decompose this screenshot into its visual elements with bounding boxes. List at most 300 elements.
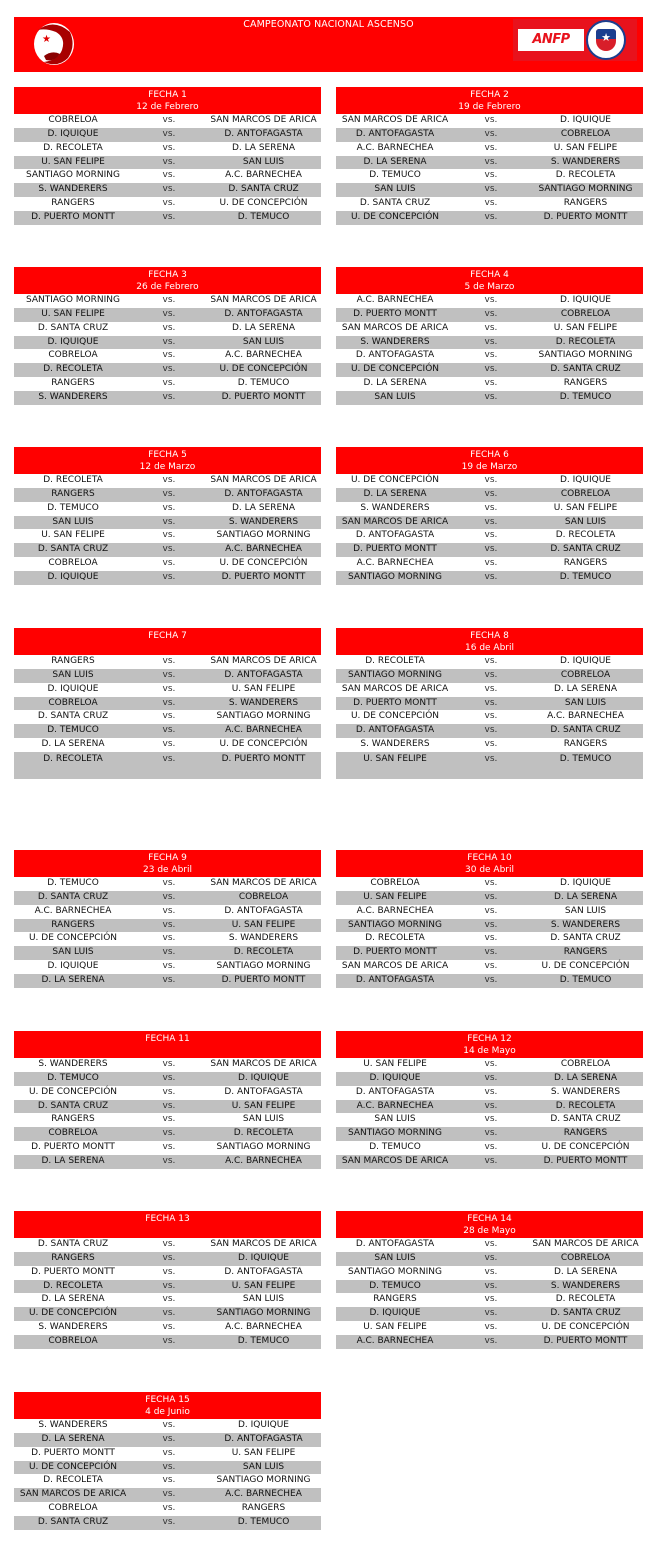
away-team: D. TEMUCO — [559, 571, 612, 582]
away-team: SAN LUIS — [564, 516, 607, 527]
away-team: D. TEMUCO — [237, 1516, 290, 1527]
away-team: U. SAN FELIPE — [553, 502, 618, 513]
away-team: U. DE CONCEPCIÓN — [219, 558, 308, 569]
fecha-table — [14, 87, 321, 225]
vs-label: vs. — [484, 198, 498, 209]
away-team: U. SAN FELIPE — [231, 683, 296, 694]
away-team: COBRELOA — [560, 128, 611, 139]
away-team: U. SAN FELIPE — [231, 919, 296, 930]
away-team: D. LA SERENA — [553, 1266, 618, 1277]
match-row — [336, 1058, 643, 1072]
match-row — [14, 891, 321, 905]
match-row — [14, 1488, 321, 1502]
match-row — [14, 211, 321, 225]
match-row — [14, 322, 321, 336]
vs-label: vs. — [162, 669, 176, 680]
away-team: D. SANTA CRUZ — [550, 1114, 621, 1125]
away-team: SANTIAGO MORNING — [216, 1308, 311, 1319]
match-row — [336, 197, 643, 211]
match-row — [336, 905, 643, 919]
home-team: D. LA SERENA — [363, 378, 427, 389]
fecha-table — [14, 1211, 321, 1349]
vs-label: vs. — [162, 697, 176, 708]
match-row — [336, 1155, 643, 1169]
home-team: D. IQUIQUE — [369, 1308, 421, 1319]
match-row — [14, 738, 321, 752]
fecha-title: FECHA 6 — [470, 450, 509, 460]
match-row — [336, 738, 643, 752]
vs-label: vs. — [162, 905, 176, 916]
match-row — [336, 1252, 643, 1266]
match-row — [14, 1447, 321, 1461]
home-team: S. WANDERERS — [38, 1420, 108, 1430]
page-title: CAMPEONATO NACIONAL ASCENSO — [243, 19, 414, 30]
home-team: COBRELOA — [48, 1503, 98, 1514]
match-list — [14, 294, 321, 405]
vs-label: vs. — [484, 308, 498, 319]
vs-label: vs. — [162, 919, 176, 930]
away-team: U. DE CONCEPCIÓN — [541, 1322, 630, 1333]
home-team: U. DE CONCEPCIÓN — [28, 1308, 118, 1319]
fecha-title: FECHA 12 — [467, 1034, 512, 1044]
vs-label: vs. — [162, 350, 176, 361]
vs-label: vs. — [484, 711, 498, 722]
match-row — [336, 183, 643, 197]
home-team: D. RECOLETA — [43, 142, 103, 153]
header-banner — [14, 17, 643, 72]
fecha-table — [336, 1031, 643, 1169]
fecha-table — [14, 1392, 321, 1530]
away-team: SAN MARCOS DE ARICA — [210, 295, 317, 305]
away-team: D. LA SERENA — [553, 1072, 618, 1083]
vs-label: vs. — [484, 974, 498, 985]
home-team: RANGERS — [373, 1294, 417, 1305]
vs-label: vs. — [162, 1516, 176, 1527]
away-team: COBRELOA — [560, 1059, 611, 1069]
away-team: D. RECOLETA — [555, 336, 616, 347]
home-team: SANTIAGO MORNING — [347, 919, 443, 930]
home-team: D. RECOLETA — [43, 364, 103, 375]
vs-label: vs. — [484, 1308, 498, 1319]
home-team: RANGERS — [51, 378, 95, 389]
vs-label: vs. — [162, 516, 176, 527]
match-row — [14, 1086, 321, 1100]
vs-label: vs. — [162, 115, 176, 125]
home-team: D. ANTOFAGASTA — [355, 128, 435, 139]
home-team: U. SAN FELIPE — [363, 1059, 427, 1069]
match-row — [14, 502, 321, 516]
home-team: COBRELOA — [48, 1335, 98, 1346]
home-team: SANTIAGO MORNING — [347, 1266, 443, 1277]
home-team: SANTIAGO MORNING — [347, 1128, 443, 1139]
home-team: A.C. BARNECHEA — [356, 1100, 434, 1111]
vs-label: vs. — [162, 1114, 176, 1125]
home-team: COBRELOA — [370, 878, 420, 888]
fecha-date: 26 de Febrero — [136, 282, 199, 292]
home-team: U. SAN FELIPE — [363, 891, 427, 902]
fecha-table — [14, 850, 321, 988]
away-team: D. SANTA CRUZ — [550, 544, 621, 555]
vs-label: vs. — [484, 878, 498, 888]
fecha-header — [14, 1211, 321, 1238]
match-row — [14, 557, 321, 571]
home-team: SAN LUIS — [374, 184, 416, 195]
vs-label: vs. — [162, 1100, 176, 1111]
home-team: D. LA SERENA — [41, 739, 105, 750]
home-team: S. WANDERERS — [360, 739, 430, 750]
away-team: D. SANTA CRUZ — [550, 933, 621, 944]
away-team: RANGERS — [563, 739, 608, 750]
match-row — [336, 1113, 643, 1127]
home-team: RANGERS — [51, 919, 95, 930]
home-team: RANGERS — [51, 1252, 95, 1263]
away-team: RANGERS — [563, 558, 608, 569]
vs-label: vs. — [484, 571, 498, 582]
home-team: D. SANTA CRUZ — [359, 198, 431, 209]
fecha-header — [336, 1211, 643, 1238]
home-team: SAN LUIS — [374, 1252, 416, 1263]
vs-label: vs. — [484, 1252, 498, 1263]
fecha-title: FECHA 2 — [470, 90, 509, 100]
fecha-table — [14, 447, 321, 585]
home-team: D. RECOLETA — [365, 656, 425, 666]
match-row — [14, 877, 321, 891]
home-team: D. PUERTO MONTT — [353, 308, 437, 319]
away-team: D. TEMUCO — [237, 378, 290, 389]
vs-label: vs. — [484, 1128, 498, 1139]
match-row — [336, 1100, 643, 1114]
away-team: A.C. BARNECHEA — [225, 1489, 302, 1500]
vs-label: vs. — [484, 891, 498, 902]
match-row — [14, 1461, 321, 1475]
home-team: U. DE CONCEPCIÓN — [350, 364, 440, 375]
vs-label: vs. — [484, 1100, 498, 1111]
away-team: SAN LUIS — [242, 156, 285, 167]
vs-label: vs. — [162, 974, 176, 985]
match-row — [14, 529, 321, 543]
match-row — [336, 1321, 643, 1335]
home-team: D. ANTOFAGASTA — [355, 350, 435, 361]
home-team: SAN MARCOS DE ARICA — [341, 115, 449, 125]
away-team: D. SANTA CRUZ — [550, 1308, 621, 1319]
home-team: D. PUERTO MONTT — [31, 1447, 115, 1458]
away-team: RANGERS — [563, 378, 608, 389]
fecha-title: FECHA 5 — [148, 450, 187, 460]
away-team: D. IQUIQUE — [560, 878, 611, 888]
match-list — [14, 877, 321, 988]
vs-label: vs. — [162, 1072, 176, 1083]
match-row — [336, 697, 643, 711]
home-team: RANGERS — [51, 488, 95, 499]
fecha-date: 5 de Marzo — [464, 282, 515, 292]
home-team: SAN MARCOS DE ARICA — [341, 322, 449, 333]
fecha-date: 4 de Junio — [145, 1407, 190, 1417]
vs-label: vs. — [484, 1294, 498, 1305]
match-row — [336, 724, 643, 738]
match-row — [14, 543, 321, 557]
home-team: D. LA SERENA — [363, 488, 427, 499]
match-row — [14, 1058, 321, 1072]
fecha-title: FECHA 8 — [470, 631, 509, 641]
away-team: U. DE CONCEPCIÓN — [541, 961, 630, 972]
match-row — [14, 752, 321, 779]
away-team: D. RECOLETA — [555, 1294, 616, 1305]
away-team: D. TEMUCO — [237, 1335, 290, 1346]
match-row — [14, 336, 321, 350]
home-team: D. TEMUCO — [369, 1280, 421, 1291]
vs-label: vs. — [162, 1294, 176, 1305]
fecha-header — [14, 1031, 321, 1058]
vs-label: vs. — [484, 142, 498, 153]
vs-label: vs. — [484, 961, 498, 972]
vs-label: vs. — [484, 919, 498, 930]
away-team: D. SANTA CRUZ — [228, 184, 299, 195]
fecha-title: FECHA 1 — [148, 90, 187, 100]
vs-label: vs. — [484, 295, 498, 305]
fecha-table — [336, 447, 643, 585]
fecha-date: 12 de Marzo — [139, 462, 196, 472]
match-row — [336, 543, 643, 557]
away-team: D. TEMUCO — [559, 974, 612, 985]
fecha-header — [14, 267, 321, 294]
vs-label: vs. — [484, 391, 498, 402]
match-row — [14, 114, 321, 128]
vs-label: vs. — [162, 1335, 176, 1346]
away-team: D. RECOLETA — [233, 1128, 294, 1139]
fecha-table — [336, 87, 643, 225]
vs-label: vs. — [162, 364, 176, 375]
home-team: D. SANTA CRUZ — [37, 1516, 109, 1527]
vs-label: vs. — [162, 683, 176, 694]
away-team: SAN LUIS — [242, 1294, 285, 1305]
match-row — [14, 363, 321, 377]
match-row — [14, 377, 321, 391]
away-team: D. ANTOFAGASTA — [224, 1266, 303, 1277]
vs-label: vs. — [162, 211, 176, 222]
match-row — [14, 1113, 321, 1127]
vs-label: vs. — [162, 1086, 176, 1097]
vs-label: vs. — [484, 115, 498, 125]
home-team: D. RECOLETA — [365, 933, 425, 944]
home-team: D. ANTOFAGASTA — [355, 974, 435, 985]
match-row — [14, 391, 321, 405]
fecha-header — [336, 87, 643, 114]
match-row — [14, 905, 321, 919]
away-team: COBRELOA — [560, 308, 611, 319]
match-list — [336, 114, 643, 225]
home-team: U. DE CONCEPCIÓN — [350, 711, 440, 722]
home-team: RANGERS — [51, 198, 95, 209]
vs-label: vs. — [162, 295, 176, 305]
away-team: A.C. BARNECHEA — [225, 1322, 302, 1333]
away-team: U. DE CONCEPCIÓN — [219, 198, 308, 209]
vs-label: vs. — [484, 697, 498, 708]
vs-label: vs. — [162, 378, 176, 389]
away-team: D. LA SERENA — [553, 891, 618, 902]
match-list — [14, 1238, 321, 1349]
home-team: S. WANDERERS — [38, 184, 108, 195]
home-team: A.C. BARNECHEA — [356, 1335, 434, 1346]
match-row — [336, 349, 643, 363]
home-team: D. PUERTO MONTT — [31, 211, 115, 222]
home-team: U. DE CONCEPCIÓN — [350, 211, 440, 222]
home-team: D. RECOLETA — [43, 475, 103, 485]
match-row — [336, 932, 643, 946]
home-team: D. PUERTO MONTT — [31, 1266, 115, 1277]
vs-label: vs. — [162, 1447, 176, 1458]
match-row — [336, 156, 643, 170]
away-team: D. ANTOFAGASTA — [224, 1433, 303, 1444]
home-team: S. WANDERERS — [360, 336, 430, 347]
fecha-title: FECHA 4 — [470, 270, 509, 280]
match-row — [336, 946, 643, 960]
match-row — [14, 1155, 321, 1169]
vs-label: vs. — [162, 1059, 176, 1069]
match-row — [14, 1321, 321, 1335]
match-row — [14, 1307, 321, 1321]
away-team: D. RECOLETA — [555, 530, 616, 541]
vs-label: vs. — [162, 308, 176, 319]
away-team: U. SAN FELIPE — [231, 1280, 296, 1291]
away-team: D. ANTOFAGASTA — [224, 488, 303, 499]
vs-label: vs. — [484, 558, 498, 569]
home-team: D. RECOLETA — [43, 753, 103, 764]
vs-label: vs. — [162, 128, 176, 139]
home-team: U. SAN FELIPE — [41, 156, 105, 167]
home-team: SAN LUIS — [52, 516, 94, 527]
home-team: D. SANTA CRUZ — [37, 544, 109, 555]
vs-label: vs. — [162, 530, 176, 541]
vs-label: vs. — [162, 1128, 176, 1139]
home-team: D. LA SERENA — [41, 1433, 105, 1444]
away-team: SAN MARCOS DE ARICA — [210, 1239, 317, 1249]
match-row — [14, 1335, 321, 1349]
vs-label: vs. — [484, 475, 498, 485]
fecha-table — [14, 628, 321, 779]
match-row — [336, 474, 643, 488]
vs-label: vs. — [484, 184, 498, 195]
vs-label: vs. — [162, 656, 176, 666]
match-row — [14, 683, 321, 697]
match-row — [336, 336, 643, 350]
away-team: D. LA SERENA — [553, 683, 618, 694]
home-team: D. TEMUCO — [47, 1072, 99, 1083]
home-team: SANTIAGO MORNING — [347, 571, 443, 582]
fecha-title: FECHA 10 — [467, 853, 512, 863]
away-team: SAN MARCOS DE ARICA — [210, 656, 317, 666]
away-team: SAN LUIS — [242, 336, 285, 347]
home-team: U. DE CONCEPCIÓN — [28, 1461, 118, 1472]
vs-label: vs. — [484, 544, 498, 555]
away-team: SAN MARCOS DE ARICA — [210, 1059, 317, 1069]
away-team: S. WANDERERS — [550, 1280, 621, 1291]
away-team: SANTIAGO MORNING — [216, 1142, 311, 1153]
fecha-date — [14, 642, 321, 655]
match-row — [336, 752, 643, 779]
fecha-title: FECHA 13 — [145, 1214, 190, 1224]
vs-label: vs. — [484, 725, 498, 736]
fecha-table — [336, 850, 643, 988]
away-team: D. PUERTO MONTT — [543, 1335, 628, 1346]
match-row — [336, 974, 643, 988]
vs-label: vs. — [162, 571, 176, 582]
fecha-date: 12 de Febrero — [136, 102, 199, 112]
fecha-date: 30 de Abril — [465, 865, 514, 875]
match-row — [14, 1072, 321, 1086]
away-team: COBRELOA — [560, 488, 611, 499]
match-row — [336, 391, 643, 405]
match-row — [14, 932, 321, 946]
away-team: SANTIAGO MORNING — [538, 350, 633, 361]
home-team: D. ANTOFAGASTA — [355, 1239, 435, 1249]
away-team: SAN LUIS — [242, 1114, 285, 1125]
away-team: D. ANTOFAGASTA — [224, 905, 303, 916]
away-team: RANGERS — [563, 1128, 608, 1139]
match-row — [14, 294, 321, 308]
home-team: D. PUERTO MONTT — [31, 1142, 115, 1153]
vs-label: vs. — [162, 184, 176, 195]
vs-label: vs. — [484, 947, 498, 958]
home-team: SAN LUIS — [52, 669, 94, 680]
match-row — [14, 724, 321, 738]
vs-label: vs. — [162, 558, 176, 569]
away-team: D. SANTA CRUZ — [550, 725, 621, 736]
match-row — [14, 669, 321, 683]
match-row — [336, 1072, 643, 1086]
match-row — [14, 710, 321, 724]
match-list — [336, 877, 643, 988]
home-team: COBRELOA — [48, 115, 98, 125]
away-team: A.C. BARNECHEA — [225, 1155, 302, 1166]
away-team: D. IQUIQUE — [560, 475, 611, 485]
away-team: U. SAN FELIPE — [553, 322, 618, 333]
match-row — [336, 1238, 643, 1252]
home-team: SAN MARCOS DE ARICA — [341, 961, 449, 972]
away-team: SAN LUIS — [564, 905, 607, 916]
away-team: D. PUERTO MONTT — [221, 571, 306, 582]
match-row — [336, 128, 643, 142]
vs-label: vs. — [162, 1420, 176, 1430]
away-team: D. PUERTO MONTT — [221, 974, 306, 985]
match-list — [336, 294, 643, 405]
match-row — [14, 183, 321, 197]
home-team: U. DE CONCEPCIÓN — [28, 933, 118, 944]
fecha-table — [336, 267, 643, 405]
home-team: D. LA SERENA — [41, 974, 105, 985]
home-team: SAN MARCOS DE ARICA — [341, 683, 449, 694]
fecha-header — [336, 628, 643, 655]
away-team: SAN MARCOS DE ARICA — [210, 878, 317, 888]
home-team: D. ANTOFAGASTA — [355, 530, 435, 541]
vs-label: vs. — [484, 156, 498, 167]
fecha-header — [14, 850, 321, 877]
match-row — [336, 1086, 643, 1100]
match-row — [14, 474, 321, 488]
match-row — [14, 1474, 321, 1488]
home-team: SAN LUIS — [52, 947, 94, 958]
match-row — [14, 1502, 321, 1516]
vs-label: vs. — [162, 739, 176, 750]
match-row — [336, 1280, 643, 1294]
vs-label: vs. — [484, 1155, 498, 1166]
vs-label: vs. — [162, 156, 176, 167]
home-team: SAN MARCOS DE ARICA — [19, 1489, 127, 1500]
match-row — [14, 1433, 321, 1447]
home-team: COBRELOA — [48, 350, 98, 361]
away-team: U. DE CONCEPCIÓN — [541, 1142, 630, 1153]
match-row — [336, 683, 643, 697]
match-list — [336, 655, 643, 779]
